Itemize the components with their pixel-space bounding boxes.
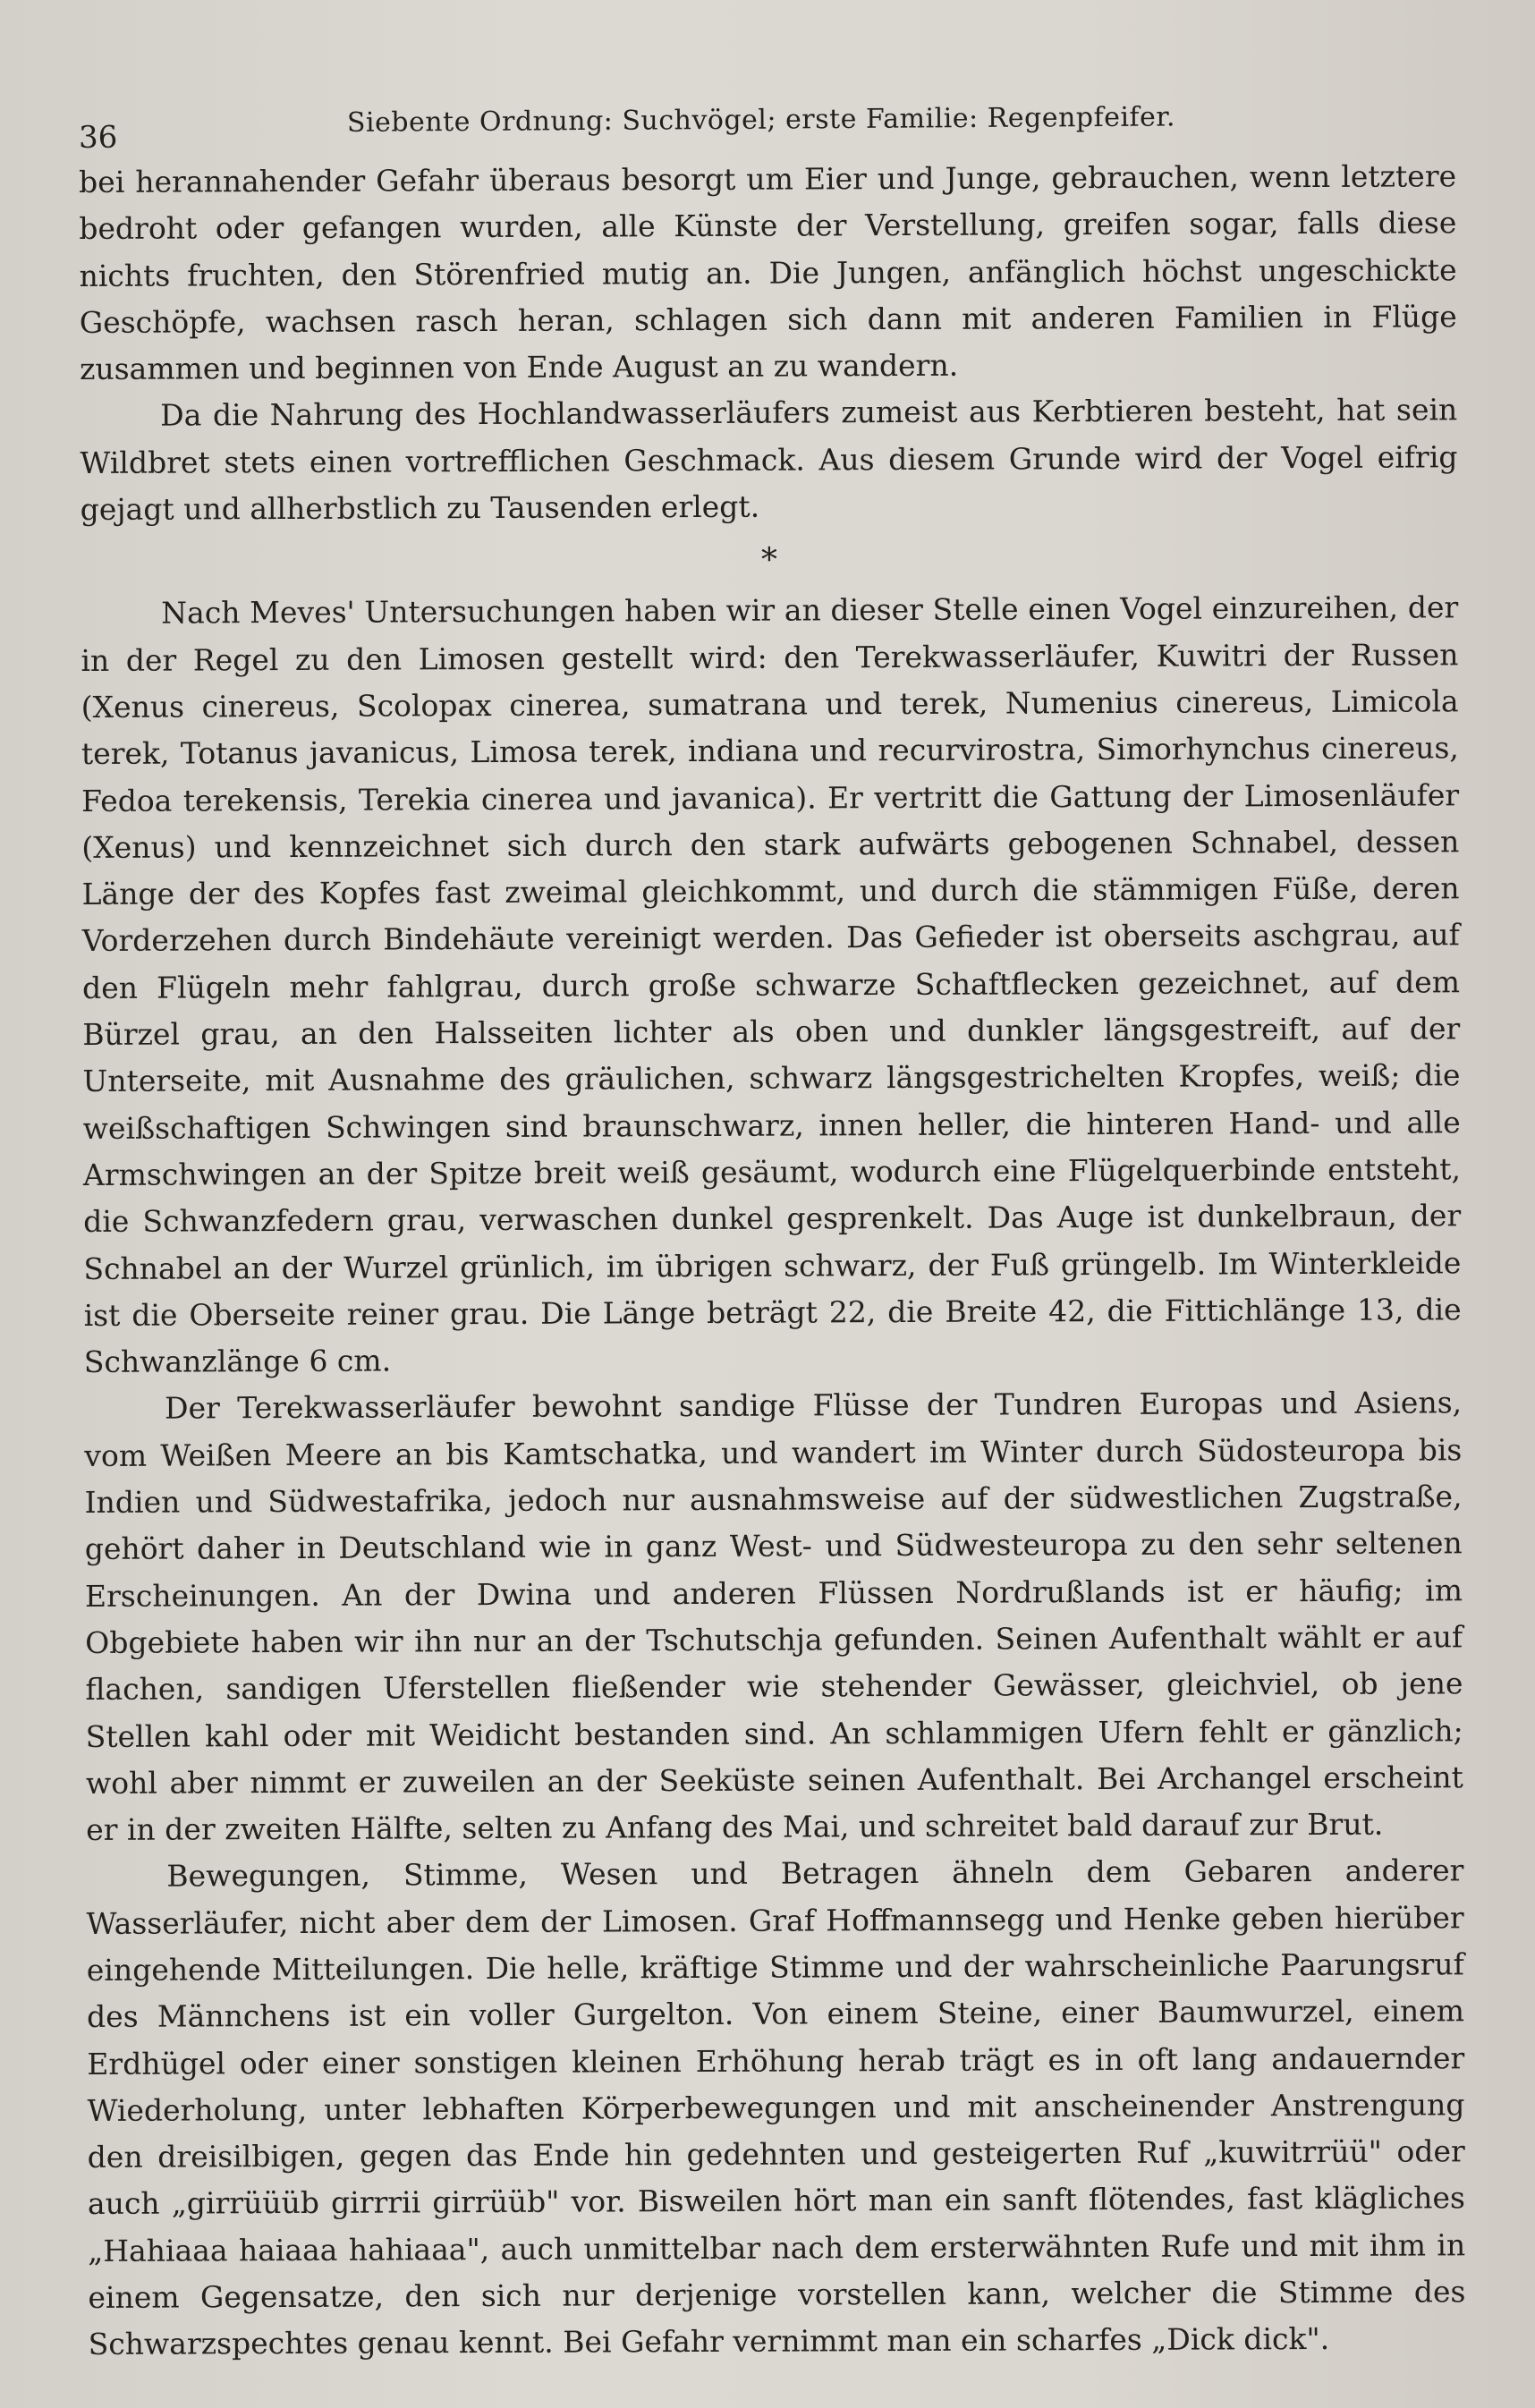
- page-number: 36: [78, 119, 118, 156]
- paragraph-wildbret: Da die Nahrung des Hochlandwasserläufers zumeist aus Kerbtieren besteht, hat sein Wildbret stets einen vortrefflichen Geschmack. Aus diesem Grunde wird der Vogel eifrig gejagt und allherbstlich zu Tausenden erlegt.: [80, 392, 1458, 528]
- section-separator: *: [760, 541, 778, 580]
- running-title: Siebente Ordnung: Suchvögel; erste Familie: Regenpfeifer.: [346, 101, 1176, 139]
- body-text: [79, 153, 1466, 2368]
- paragraph-terekwasserlaeufer-description: Nach Meves' Untersuchungen haben wir an dieser Stelle einen Vogel einzureihen, der in der Regel zu den Limosen gestellt wird: den Terekwasserläufer, Kuwitri der Russen (Xenus cinereus, Scolopax cinerea, sumatrana und terek, Numenius cinereus, Limicola terek, Totanus javanicus, Limosa terek, indiana und recurvirostra, Simorhynchus cinereus, Fedoa terekensis, Terekia cinerea und javanica). Er vertritt die Gattung der Limosenläufer (Xenus) und kennzeichnet sich durch den stark aufwärts gebogenen Schnabel, dessen Länge der des Kopfes fast zweimal gleichkommt, und durch die stämmigen Füße, deren Vorderzehen durch Bindehäute vereinigt werden. Das Gefieder ist oberseits aschgrau, auf den Flügeln mehr fahlgrau, durch große schwarze Schaftflecken gezeichnet, auf dem Bürzel grau, an den Halsseiten lichter als oben und dunkler längsgestreift, auf der Unterseite, mit Ausnahme des gräulichen, schwarz längsgestrichelten Kropfes, weiß; die weißschaftigen Schwingen sind braunschwarz, innen heller, die hinteren Hand- und alle Armschwingen an der Spitze breit weiß gesäumt, wodurch eine Flügelquerbinde entsteht, die Schwanzfedern grau, verwaschen dunkel gesprenkelt. Das Auge ist dunkelbraun, der Schnabel an der Wurzel grünlich, im übrigen schwarz, der Fuß grüngelb. Im Winterkleide ist die Oberseite reiner grau. Die Länge beträgt 22, die Breite 42, die Fittichlänge 13, die Schwanzlänge 6 cm.: [81, 589, 1462, 1380]
- running-head: [78, 99, 1176, 161]
- paragraph-continuation: bei herannahender Gefahr überaus besorgt um Eier und Junge, gebrauchen, wenn letztere bedroht oder gefangen wurden, alle Künste der Verstellung, greifen sogar, falls diese nichts fruchten, den Störenfried mutig an. Die Jungen, anfänglich höchst ungeschickte Geschöpfe, wachsen rasch heran, schlagen sich dann mit anderen Familien in Flüge zusammen und beginnen von Ende August an zu wandern.: [79, 158, 1457, 387]
- paragraph-distribution: Der Terekwasserläufer bewohnt sandige Flüsse der Tundren Europas und Asiens, vom Weißen Meere an bis Kamtschatka, und wandert im Winter durch Südosteuropa bis Indien und Südwestafrika, jedoch nur ausnahmsweise auf der südwestlichen Zugstraße, gehört daher in Deutschland wie in ganz West- und Südwesteuropa zu den sehr seltenen Erscheinungen. An der Dwina und anderen Flüssen Nordrußlands ist er häufig; im Obgebiete haben wir ihn nur an der Tschutschja gefunden. Seinen Aufenthalt wählt er auf flachen, sandigen Uferstellen fließender wie stehender Gewässer, gleichviel, ob jene Stellen kahl oder mit Weidicht bestanden sind. An schlammigen Ufern fehlt er gänzlich; wohl aber nimmt er zuweilen an der Seeküste seinen Aufenthalt. Bei Archangel erscheint er in der zweiten Hälfte, selten zu Anfang des Mai, und schreitet bald darauf zur Brut.: [84, 1385, 1463, 1848]
- paragraph-behaviour-voice: Bewegungen, Stimme, Wesen und Betragen ähneln dem Gebaren anderer Wasserläufer, nicht aber dem der Limosen. Graf Hoffmannsegg und Henke geben hierüber eingehende Mitteilungen. Die helle, kräftige Stimme und der wahrscheinliche Paarungsruf des Männchens ist ein voller Gurgelton. Von einem Steine, einer Baumwurzel, einem Erdhügel oder einer sonstigen kleinen Erhöhung herab trägt es in oft lang andauernder Wiederholung, unter lebhaften Körperbewegungen und mit anscheinender Anstrengung den dreisilbigen, gegen das Ende hin gedehnten und gesteigerten Ruf „kuwitrrüü" oder auch „girrüüüb girrrii girrüüb" vor. Bisweilen hört man ein sanft flötendes, fast klägliches „Hahiaaa haiaaa hahiaaa", auch unmittelbar nach dem ersterwähnten Rufe und mit ihm in einem Gegensatze, den sich nur derjenige vorstellen kann, welcher die Stimme des Schwarzspechtes genau kennt. Bei Gefahr vernimmt man ein scharfes „Dick dick".: [86, 1853, 1466, 2362]
